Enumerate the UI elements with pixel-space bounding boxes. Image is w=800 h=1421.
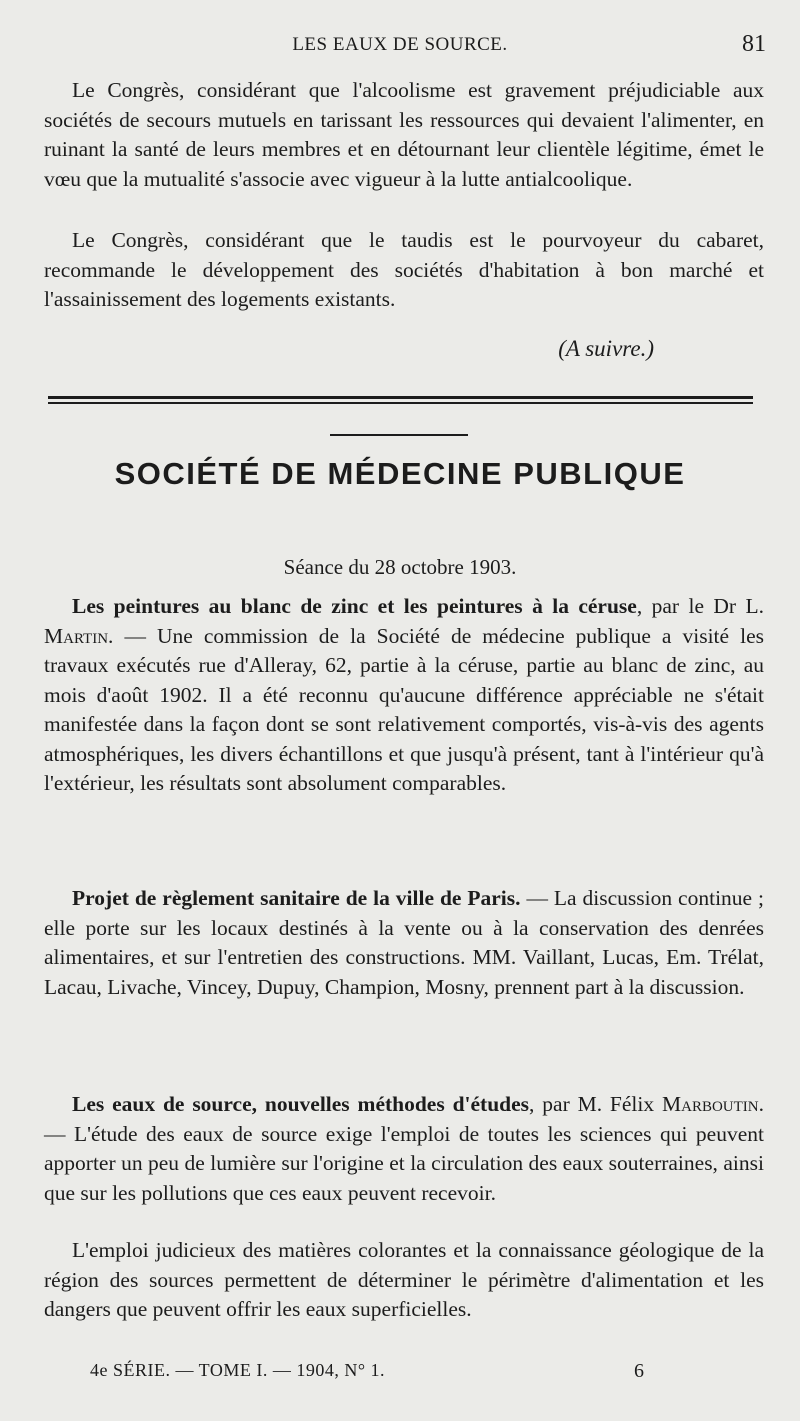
item-springs: [44, 1090, 764, 1208]
item-regulation-text: — La discussion continue ; elle porte sur les locaux destinés à la vente ou à la conservation des denrées alimentaires, et sur l'entretien des constructions. MM. Vaillant, Lucas, Em. Trélat, Lacau, Livache, Vincey, Dupuy, Champion, Mosny, prennent part à la discussion.: [44, 886, 764, 999]
item-springs-author: Marboutin: [662, 1092, 759, 1116]
divider-thick: [48, 396, 753, 399]
item-paints-text: . — Une commission de la Société de médecine publique a visité les travaux exécutés rue d'Alleray, 62, partie à la céruse, partie au blanc de zinc, au mois d'août 1902. Il a été reconnu qu'aucune différence appréciable ne s'était manifestée dans la façon dont se sont relativement comportés, vis-à-vis des agents atmosphériques, les divers échantillons et que jusqu'à présent, tant à l'intérieur qu'à l'extérieur, les résultats sont absolument comparables.: [44, 623, 764, 795]
paragraph-alcoholism: Le Congrès, considérant que l'alcoolisme est gravement préjudiciable aux sociétés de secours mutuels en tarissant les ressources qui devaient l'alimenter, en ruinant la santé de leurs membres et en détournant leur clientèle légitime, émet le vœu que la mutualité s'associe avec vigueur à la lutte antialcoolique.: [44, 78, 764, 191]
running-head: LES EAUX DE SOURCE.: [292, 34, 508, 55]
item-regulation-title: Projet de règlement sanitaire de la ville de Paris.: [72, 886, 521, 910]
signature-line: 4e SÉRIE. — TOME I. — 1904, N° 1.: [90, 1360, 386, 1380]
page-header: [0, 31, 800, 64]
divider-thin: [48, 402, 753, 404]
page-number: 81: [742, 31, 766, 57]
divider-short: [330, 434, 468, 436]
item-springs-title: Les eaux de source, nouvelles méthodes d'études: [72, 1092, 530, 1116]
sheet-number: 6: [634, 1360, 644, 1382]
section-title: SOCIÉTÉ DE MÉDECINE PUBLIQUE: [114, 456, 686, 491]
item-paints-author: Martin: [44, 623, 109, 648]
item-springs-text: . — L'étude des eaux de source exige l'emploi de toutes les sciences qui peuvent apporter un peu de lumière sur l'origine et la circulation des eaux souterraines, ainsi que sur les pollutions que ces eaux peuvent recevoir.: [44, 1092, 764, 1205]
to-be-continued: (A suivre.): [558, 336, 654, 361]
paragraph-housing: Le Congrès, considérant que le taudis est le pourvoyeur du cabaret, recommande le développement des sociétés d'habitation à bon marché et l'assainissement des logements existants.: [44, 228, 764, 311]
item-paints-title: Les peintures au blanc de zinc et les peintures à la céruse: [72, 594, 637, 618]
item-regulation: [44, 884, 764, 1002]
item-springs-by: , par M. Félix: [529, 1092, 662, 1116]
page-footer: [0, 1360, 800, 1390]
item-paints-by: , par le Dr L.: [636, 594, 764, 618]
session-date: Séance du 28 octobre 1903.: [283, 555, 517, 579]
paragraph-dyes: L'emploi judicieux des matières colorantes et la connaissance géologique de la région des sources permettent de déterminer le périmètre d'alimentation et les dangers que peuvent offrir les eaux superficielles.: [44, 1238, 764, 1321]
item-paints: [44, 592, 764, 799]
